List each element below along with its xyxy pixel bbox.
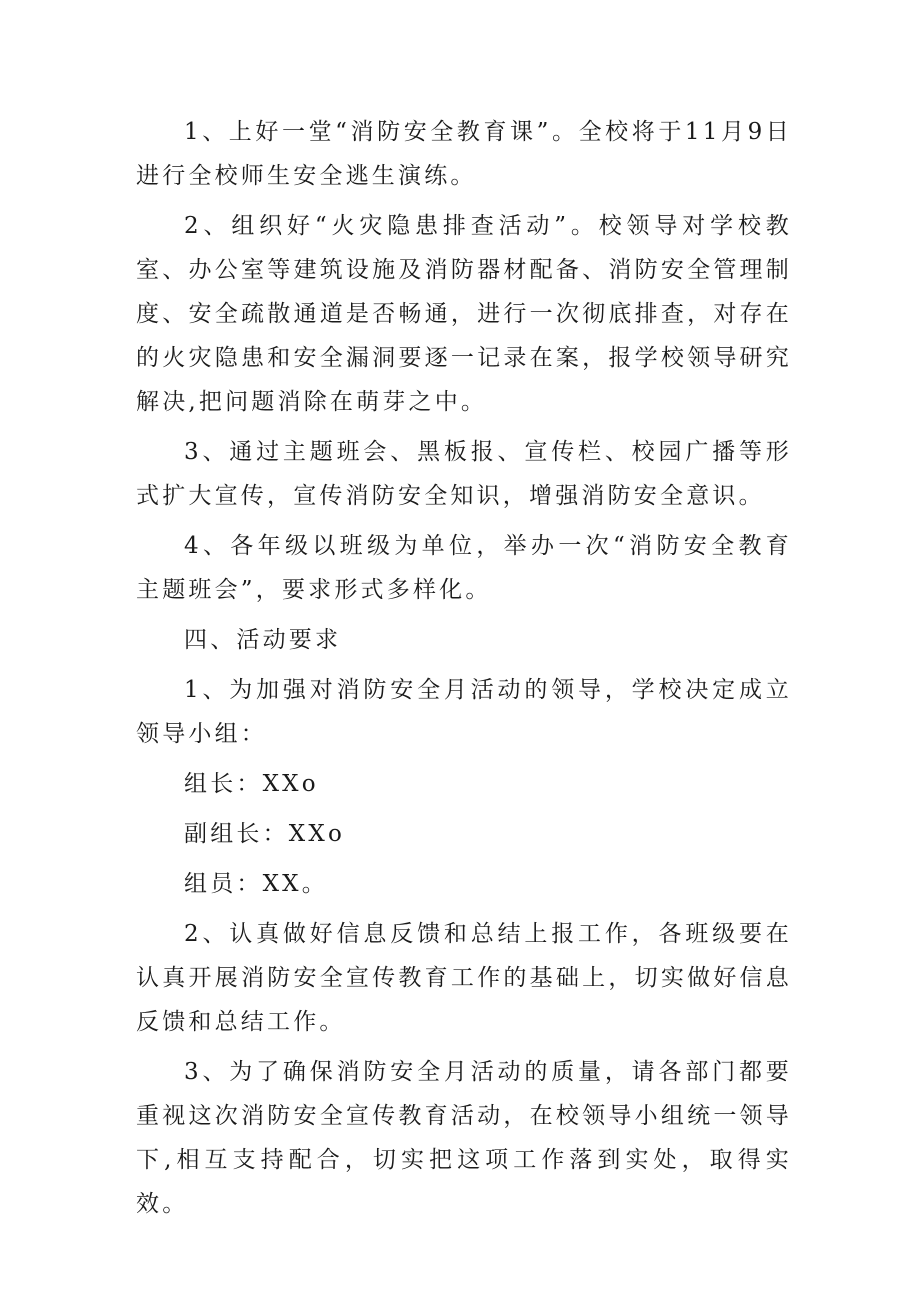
paragraph-leadership-group: 1、为加强对消防安全月活动的领导，学校决定成立领导小组： <box>136 677 792 747</box>
paragraph-hazard-inspection: 2、组织好“火灾隐患排查活动”。校领导对学校教室、办公室等建筑设施及消防器材配备、消防安全管理制度、安全疏散通道是否畅通，进行一次彻底排查，对存在的火灾隐患和安全漏洞要逐一记录在案，报学校领导研究解决,把问题消除在萌芽之中。 <box>136 213 792 415</box>
paragraph-quality-assurance: 3、为了确保消防安全月活动的质量，请各部门都要重视这次消防安全宣传教育活动，在校领导小组统一领导下,相互支持配合，切实把这项工作落到实处，取得实效。 <box>136 1059 792 1217</box>
paragraph-publicity: 3、通过主题班会、黑板报、宣传栏、校园广播等形式扩大宣传，宣传消防安全知识，增强消防安全意识。 <box>136 439 792 509</box>
document-body <box>136 110 792 1226</box>
section-heading-requirements: 四、活动要求 <box>184 627 342 653</box>
paragraph-feedback-report: 2、认真做好信息反馈和总结上报工作，各班级要在认真开展消防安全宣传教育工作的基础上，切实做好信息反馈和总结工作。 <box>136 921 792 1035</box>
paragraph-deputy-leader: 副组长：XXo <box>184 821 345 847</box>
paragraph-fire-safety-class: 1、上好一堂“消防安全教育课”。全校将于11月9日进行全校师生安全逃生演练。 <box>136 119 792 189</box>
paragraph-group-leader: 组长：XXo <box>184 771 319 797</box>
paragraph-class-meeting: 4、各年级以班级为单位，举办一次“消防安全教育主题班会”，要求形式多样化。 <box>136 533 792 603</box>
paragraph-group-members: 组员：XX。 <box>184 871 328 897</box>
